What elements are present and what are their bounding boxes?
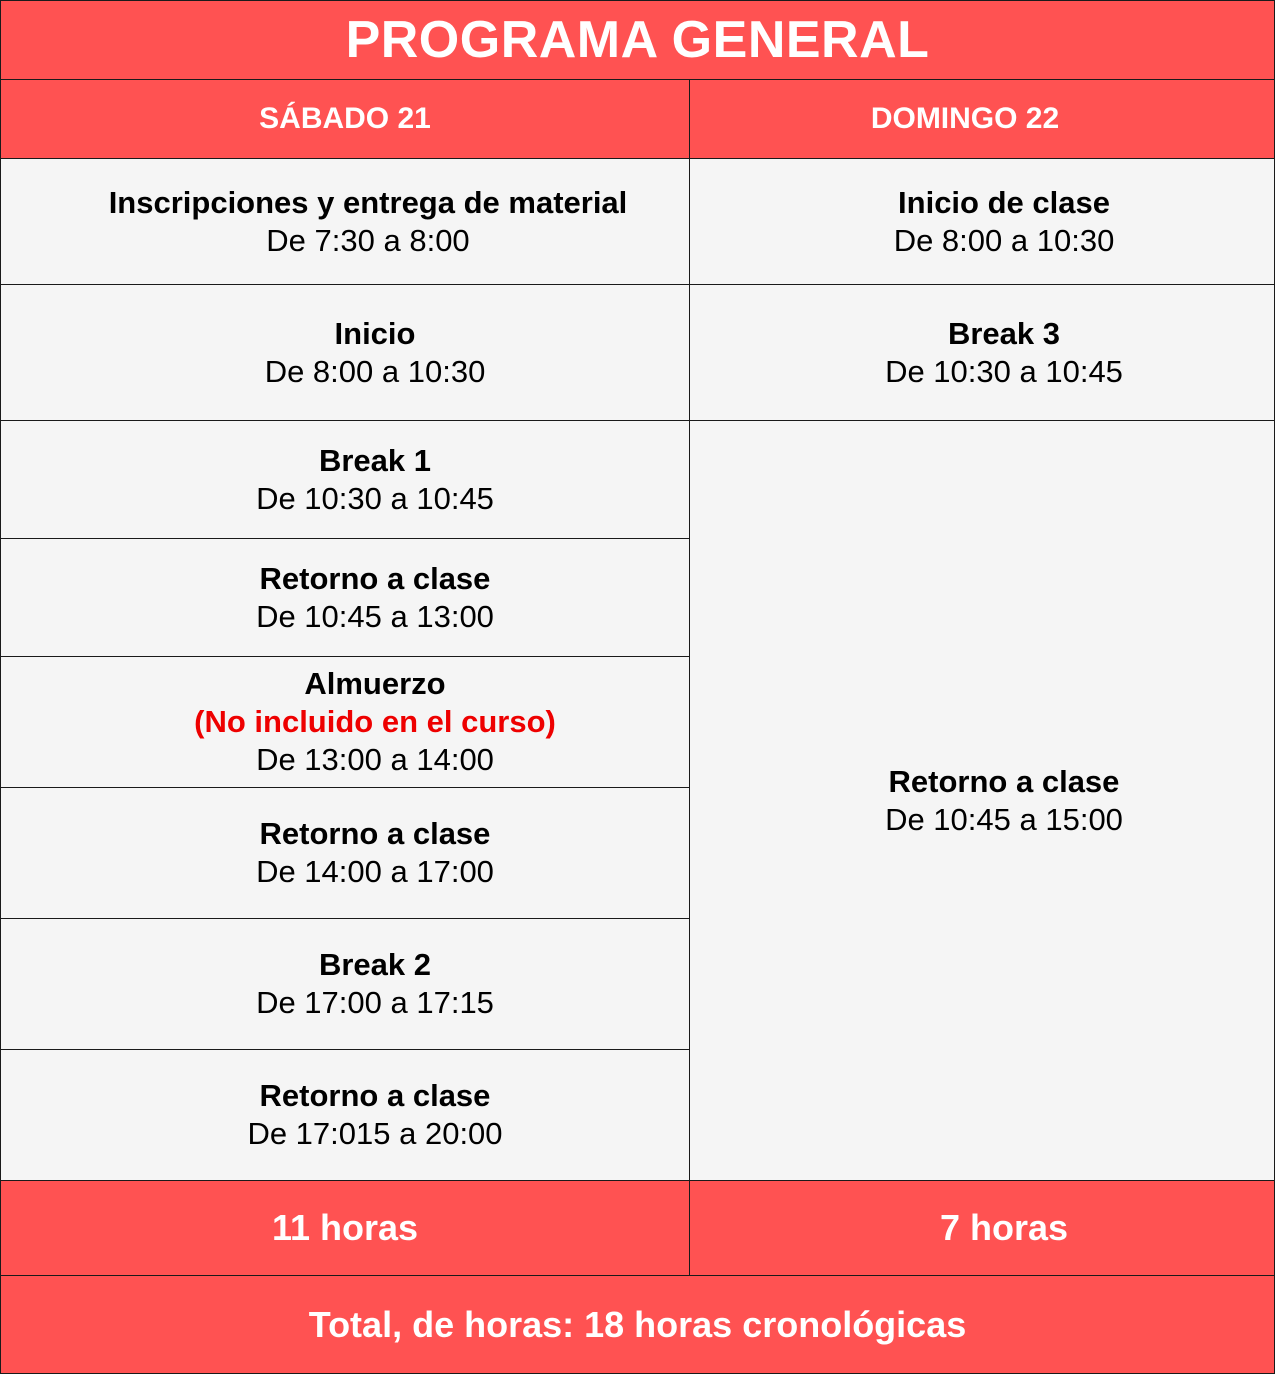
- slot-name: Retorno a clase: [259, 816, 491, 851]
- saturday-header: [1, 80, 690, 159]
- sunday-header: [690, 80, 1274, 159]
- page-title-text: PROGRAMA GENERAL: [345, 11, 930, 69]
- sunday-slot-break-3: [690, 285, 1274, 421]
- slot-time: De 10:30 a 10:45: [885, 353, 1123, 389]
- slot-time: De 7:30 a 8:00: [266, 222, 470, 258]
- slot-name: Retorno a clase: [888, 763, 1120, 799]
- slot-name: Inscripciones y entrega de material: [108, 184, 628, 220]
- saturday-slot-break-2: [1, 919, 690, 1050]
- saturday-slot-start: [1, 285, 690, 421]
- slot-time: De 13:00 a 14:00: [256, 742, 494, 777]
- saturday-slot-break-1: [1, 421, 690, 539]
- slot-name: Retorno a clase: [259, 560, 491, 596]
- saturday-slot-return-2: [1, 788, 690, 919]
- slot-time: De 8:00 a 10:30: [264, 353, 486, 389]
- slot-time: De 14:00 a 17:00: [256, 854, 494, 889]
- slot-name: Break 1: [318, 442, 431, 478]
- saturday-slot-lunch: [1, 657, 690, 788]
- slot-time: De 17:00 a 17:15: [256, 985, 494, 1020]
- saturday-header-text: SÁBADO 21: [259, 102, 431, 135]
- saturday-hours-text: 11 horas: [271, 1207, 419, 1248]
- slot-name: Break 3: [947, 315, 1060, 351]
- sunday-header-text: DOMINGO 22: [870, 102, 1060, 135]
- slot-name: Almuerzo: [304, 666, 446, 701]
- sunday-slot-return: [690, 421, 1274, 1181]
- sunday-hours-text: 7 horas: [939, 1207, 1069, 1248]
- total-hours-text: Total, de horas: 18 horas cronológicas: [308, 1303, 967, 1345]
- slot-name: Break 2: [318, 947, 431, 982]
- slot-time: De 10:30 a 10:45: [256, 480, 494, 516]
- page-title: [1, 1, 1274, 80]
- slot-time: De 10:45 a 13:00: [256, 598, 494, 634]
- total-hours: [1, 1276, 1274, 1373]
- slot-name: Retorno a clase: [259, 1078, 491, 1113]
- saturday-hours: [1, 1181, 690, 1276]
- slot-note: (No incluido en el curso): [194, 704, 556, 739]
- slot-name: Inicio de clase: [898, 184, 1110, 220]
- saturday-slot-return-1: [1, 539, 690, 657]
- slot-time: De 10:45 a 15:00: [885, 801, 1123, 837]
- saturday-slot-registration: [1, 159, 690, 285]
- sunday-slot-start: [690, 159, 1274, 285]
- slot-time: De 17:015 a 20:00: [247, 1116, 503, 1151]
- slot-name: Inicio: [334, 315, 416, 351]
- slot-time: De 8:00 a 10:30: [893, 222, 1115, 258]
- saturday-slot-return-3: [1, 1050, 690, 1181]
- sunday-hours: [690, 1181, 1274, 1276]
